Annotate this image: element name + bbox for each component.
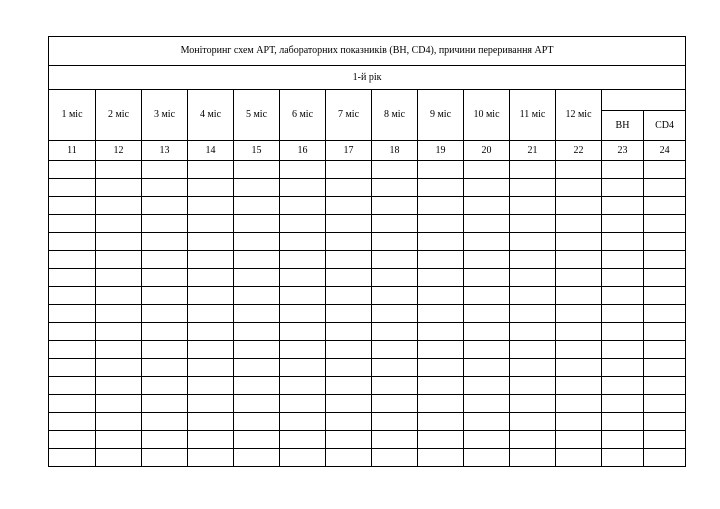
table-cell[interactable]	[464, 197, 510, 215]
table-cell[interactable]	[280, 197, 326, 215]
table-cell[interactable]	[464, 377, 510, 395]
table-cell[interactable]	[188, 305, 234, 323]
table-cell[interactable]	[96, 359, 142, 377]
table-cell[interactable]	[602, 431, 644, 449]
table-cell[interactable]	[556, 413, 602, 431]
table-cell[interactable]	[510, 287, 556, 305]
table-cell[interactable]	[142, 179, 188, 197]
lab-header-spacer	[602, 90, 686, 111]
table-cell[interactable]	[188, 215, 234, 233]
table-cell[interactable]	[556, 395, 602, 413]
month-header: 2 міс	[96, 90, 142, 141]
column-number: 13	[142, 141, 188, 161]
table-cell[interactable]	[602, 395, 644, 413]
column-number: 19	[418, 141, 464, 161]
table-cell[interactable]	[556, 197, 602, 215]
column-number: 18	[372, 141, 418, 161]
table-cell[interactable]	[510, 305, 556, 323]
table-cell[interactable]	[372, 323, 418, 341]
table-cell[interactable]	[644, 233, 686, 251]
table-cell[interactable]	[464, 179, 510, 197]
table-cell[interactable]	[96, 377, 142, 395]
table-cell[interactable]	[464, 431, 510, 449]
table-cell[interactable]	[372, 215, 418, 233]
column-number: 16	[280, 141, 326, 161]
table-cell[interactable]	[280, 431, 326, 449]
month-header: 11 міс	[510, 90, 556, 141]
table-cell[interactable]	[418, 161, 464, 179]
table-cell[interactable]	[556, 233, 602, 251]
table-cell[interactable]	[234, 251, 280, 269]
table-cell[interactable]	[418, 323, 464, 341]
table-cell[interactable]	[49, 323, 96, 341]
table-cell[interactable]	[326, 305, 372, 323]
table-cell[interactable]	[142, 287, 188, 305]
table-cell[interactable]	[510, 215, 556, 233]
table-cell[interactable]	[510, 359, 556, 377]
table-cell[interactable]	[96, 341, 142, 359]
table-cell[interactable]	[49, 269, 96, 287]
table-cell[interactable]	[556, 449, 602, 467]
table-cell[interactable]	[418, 251, 464, 269]
table-cell[interactable]	[188, 161, 234, 179]
table-cell[interactable]	[96, 215, 142, 233]
table-cell[interactable]	[602, 197, 644, 215]
table-cell[interactable]	[372, 431, 418, 449]
table-cell[interactable]	[602, 161, 644, 179]
table-cell[interactable]	[510, 269, 556, 287]
table-row	[49, 287, 686, 305]
table-cell[interactable]	[280, 233, 326, 251]
table-cell[interactable]	[556, 179, 602, 197]
month-header: 6 міс	[280, 90, 326, 141]
table-cell[interactable]	[96, 233, 142, 251]
table-cell[interactable]	[280, 179, 326, 197]
month-header: 9 міс	[418, 90, 464, 141]
table-cell[interactable]	[510, 161, 556, 179]
table-cell[interactable]	[49, 305, 96, 323]
table-row	[49, 215, 686, 233]
table-cell[interactable]	[96, 269, 142, 287]
table-cell[interactable]	[644, 431, 686, 449]
table-cell[interactable]	[188, 413, 234, 431]
table-cell[interactable]	[326, 359, 372, 377]
table-cell[interactable]	[142, 377, 188, 395]
table-cell[interactable]	[188, 323, 234, 341]
table-cell[interactable]	[234, 179, 280, 197]
table-cell[interactable]	[280, 251, 326, 269]
table-cell[interactable]	[188, 197, 234, 215]
table-cell[interactable]	[142, 395, 188, 413]
table-cell[interactable]	[96, 413, 142, 431]
table-cell[interactable]	[510, 197, 556, 215]
table-cell[interactable]	[326, 197, 372, 215]
table-cell[interactable]	[188, 179, 234, 197]
table-cell[interactable]	[510, 251, 556, 269]
table-cell[interactable]	[556, 251, 602, 269]
table-cell[interactable]	[602, 359, 644, 377]
table-cell[interactable]	[142, 269, 188, 287]
art-monitoring-table	[48, 36, 686, 467]
lab-header-cd4: CD4	[644, 111, 686, 141]
table-cell[interactable]	[49, 197, 96, 215]
table-cell[interactable]	[556, 431, 602, 449]
table-cell[interactable]	[602, 251, 644, 269]
table-cell[interactable]	[556, 305, 602, 323]
table-cell[interactable]	[372, 251, 418, 269]
table-cell[interactable]	[280, 341, 326, 359]
month-header: 5 міс	[234, 90, 280, 141]
table-cell[interactable]	[326, 161, 372, 179]
table-cell[interactable]	[644, 215, 686, 233]
table-cell[interactable]	[234, 269, 280, 287]
table-cell[interactable]	[142, 323, 188, 341]
column-number-row	[49, 141, 686, 161]
table-cell[interactable]	[49, 161, 96, 179]
year-header-row	[49, 66, 686, 90]
table-cell[interactable]	[372, 161, 418, 179]
table-cell[interactable]	[142, 431, 188, 449]
table-cell[interactable]	[188, 395, 234, 413]
table-row	[49, 449, 686, 467]
table-cell[interactable]	[418, 179, 464, 197]
table-cell[interactable]	[418, 395, 464, 413]
table-cell[interactable]	[96, 251, 142, 269]
table-cell[interactable]	[418, 269, 464, 287]
table-row	[49, 161, 686, 179]
table-cell[interactable]	[280, 413, 326, 431]
table-cell[interactable]	[188, 449, 234, 467]
table-cell[interactable]	[510, 413, 556, 431]
table-cell[interactable]	[418, 449, 464, 467]
table-cell[interactable]	[556, 359, 602, 377]
table-cell[interactable]	[418, 287, 464, 305]
table-cell[interactable]	[49, 287, 96, 305]
table-cell[interactable]	[326, 287, 372, 305]
table-cell[interactable]	[464, 287, 510, 305]
column-number: 15	[234, 141, 280, 161]
table-cell[interactable]	[464, 215, 510, 233]
table-cell[interactable]	[96, 449, 142, 467]
table-cell[interactable]	[644, 269, 686, 287]
table-cell[interactable]	[510, 233, 556, 251]
table-cell[interactable]	[280, 377, 326, 395]
table-cell[interactable]	[464, 251, 510, 269]
table-cell[interactable]	[234, 233, 280, 251]
table-cell[interactable]	[556, 161, 602, 179]
table-cell[interactable]	[372, 395, 418, 413]
table-cell[interactable]	[49, 233, 96, 251]
month-header: 4 міс	[188, 90, 234, 141]
table-cell[interactable]	[188, 251, 234, 269]
table-row	[49, 377, 686, 395]
table-cell[interactable]	[464, 395, 510, 413]
table-cell[interactable]	[602, 233, 644, 251]
table-cell[interactable]	[49, 449, 96, 467]
table-cell[interactable]	[510, 449, 556, 467]
year-label: 1-й рік	[49, 66, 686, 90]
table-cell[interactable]	[556, 215, 602, 233]
table-cell[interactable]	[96, 305, 142, 323]
table-cell[interactable]	[142, 251, 188, 269]
table-cell[interactable]	[234, 377, 280, 395]
table-cell[interactable]	[644, 413, 686, 431]
table-cell[interactable]	[326, 431, 372, 449]
table-cell[interactable]	[142, 449, 188, 467]
table-cell[interactable]	[326, 269, 372, 287]
table-cell[interactable]	[602, 287, 644, 305]
table-cell[interactable]	[49, 359, 96, 377]
table-cell[interactable]	[372, 341, 418, 359]
table-cell[interactable]	[280, 323, 326, 341]
table-cell[interactable]	[234, 161, 280, 179]
table-cell[interactable]	[510, 341, 556, 359]
table-cell[interactable]	[418, 305, 464, 323]
table-cell[interactable]	[644, 341, 686, 359]
table-cell[interactable]	[418, 431, 464, 449]
table-cell[interactable]	[280, 395, 326, 413]
table-cell[interactable]	[49, 395, 96, 413]
table-cell[interactable]	[326, 215, 372, 233]
table-cell[interactable]	[418, 377, 464, 395]
table-cell[interactable]	[96, 431, 142, 449]
table-cell[interactable]	[326, 251, 372, 269]
table-cell[interactable]	[556, 377, 602, 395]
table-row	[49, 431, 686, 449]
table-cell[interactable]	[602, 305, 644, 323]
table-cell[interactable]	[234, 215, 280, 233]
month-header: 3 міс	[142, 90, 188, 141]
table-cell[interactable]	[418, 197, 464, 215]
table-cell[interactable]	[602, 449, 644, 467]
column-number: 17	[326, 141, 372, 161]
table-cell[interactable]	[280, 359, 326, 377]
table-cell[interactable]	[644, 161, 686, 179]
table-cell[interactable]	[234, 341, 280, 359]
month-header: 7 міс	[326, 90, 372, 141]
month-header: 12 міс	[556, 90, 602, 141]
table-row	[49, 179, 686, 197]
table-cell[interactable]	[418, 341, 464, 359]
table-cell[interactable]	[464, 323, 510, 341]
table-cell[interactable]	[644, 395, 686, 413]
table-cell[interactable]	[372, 269, 418, 287]
table-cell[interactable]	[142, 359, 188, 377]
table-cell[interactable]	[188, 287, 234, 305]
table-cell[interactable]	[372, 359, 418, 377]
table-cell[interactable]	[142, 305, 188, 323]
column-number: 12	[96, 141, 142, 161]
table-cell[interactable]	[49, 251, 96, 269]
table-cell[interactable]	[188, 431, 234, 449]
table-cell[interactable]	[234, 449, 280, 467]
table-row	[49, 323, 686, 341]
table-cell[interactable]	[464, 341, 510, 359]
column-number: 24	[644, 141, 686, 161]
art-monitoring-form	[48, 36, 685, 467]
table-cell[interactable]	[49, 179, 96, 197]
table-cell[interactable]	[464, 413, 510, 431]
table-cell[interactable]	[96, 161, 142, 179]
table-cell[interactable]	[326, 395, 372, 413]
table-cell[interactable]	[49, 215, 96, 233]
table-cell[interactable]	[372, 377, 418, 395]
table-cell[interactable]	[234, 359, 280, 377]
table-cell[interactable]	[418, 413, 464, 431]
table-cell[interactable]	[326, 377, 372, 395]
table-cell[interactable]	[644, 305, 686, 323]
column-number: 21	[510, 141, 556, 161]
column-number: 14	[188, 141, 234, 161]
table-cell[interactable]	[372, 233, 418, 251]
table-row	[49, 197, 686, 215]
table-row	[49, 413, 686, 431]
month-header: 1 міс	[49, 90, 96, 141]
table-row	[49, 269, 686, 287]
month-header-row	[49, 90, 686, 111]
table-cell[interactable]	[234, 323, 280, 341]
table-cell[interactable]	[49, 413, 96, 431]
table-cell[interactable]	[418, 233, 464, 251]
month-header: 8 міс	[372, 90, 418, 141]
table-cell[interactable]	[644, 359, 686, 377]
table-cell[interactable]	[234, 305, 280, 323]
table-cell[interactable]	[188, 359, 234, 377]
table-cell[interactable]	[280, 215, 326, 233]
table-cell[interactable]	[644, 251, 686, 269]
table-cell[interactable]	[602, 215, 644, 233]
table-cell[interactable]	[556, 323, 602, 341]
table-cell[interactable]	[602, 179, 644, 197]
table-cell[interactable]	[96, 179, 142, 197]
table-cell[interactable]	[280, 161, 326, 179]
column-number: 11	[49, 141, 96, 161]
table-cell[interactable]	[326, 341, 372, 359]
table-cell[interactable]	[142, 197, 188, 215]
column-number: 23	[602, 141, 644, 161]
table-cell[interactable]	[234, 431, 280, 449]
table-cell[interactable]	[644, 377, 686, 395]
table-cell[interactable]	[464, 233, 510, 251]
table-cell[interactable]	[280, 287, 326, 305]
table-cell[interactable]	[464, 161, 510, 179]
column-number: 20	[464, 141, 510, 161]
table-cell[interactable]	[49, 431, 96, 449]
table-cell[interactable]	[464, 449, 510, 467]
table-cell[interactable]	[326, 233, 372, 251]
table-cell[interactable]	[96, 323, 142, 341]
table-cell[interactable]	[234, 197, 280, 215]
table-cell[interactable]	[234, 413, 280, 431]
table-cell[interactable]	[188, 341, 234, 359]
table-cell[interactable]	[49, 341, 96, 359]
table-cell[interactable]	[644, 449, 686, 467]
column-number: 22	[556, 141, 602, 161]
table-row	[49, 359, 686, 377]
table-cell[interactable]	[234, 287, 280, 305]
table-cell[interactable]	[644, 287, 686, 305]
table-cell[interactable]	[372, 179, 418, 197]
table-cell[interactable]	[556, 341, 602, 359]
table-row	[49, 341, 686, 359]
table-cell[interactable]	[510, 377, 556, 395]
table-cell[interactable]	[602, 413, 644, 431]
table-cell[interactable]	[372, 413, 418, 431]
table-cell[interactable]	[602, 341, 644, 359]
table-cell[interactable]	[142, 233, 188, 251]
table-cell[interactable]	[188, 269, 234, 287]
table-title: Моніторинг схем АРТ, лабораторних показників (ВН, CD4), причини переривання АРТ	[49, 37, 686, 66]
table-cell[interactable]	[142, 413, 188, 431]
table-cell[interactable]	[188, 377, 234, 395]
table-cell[interactable]	[644, 197, 686, 215]
table-cell[interactable]	[644, 323, 686, 341]
table-cell[interactable]	[602, 377, 644, 395]
table-title-row	[49, 37, 686, 66]
table-cell[interactable]	[510, 323, 556, 341]
table-cell[interactable]	[602, 269, 644, 287]
table-cell[interactable]	[510, 395, 556, 413]
table-cell[interactable]	[372, 287, 418, 305]
table-cell[interactable]	[49, 377, 96, 395]
table-cell[interactable]	[372, 197, 418, 215]
table-cell[interactable]	[188, 233, 234, 251]
table-cell[interactable]	[326, 323, 372, 341]
table-cell[interactable]	[372, 305, 418, 323]
table-cell[interactable]	[418, 215, 464, 233]
table-cell[interactable]	[142, 161, 188, 179]
table-cell[interactable]	[280, 269, 326, 287]
table-cell[interactable]	[602, 323, 644, 341]
lab-header-vn: ВН	[602, 111, 644, 141]
table-cell[interactable]	[464, 305, 510, 323]
table-cell[interactable]	[234, 395, 280, 413]
table-cell[interactable]	[96, 197, 142, 215]
table-cell[interactable]	[556, 287, 602, 305]
table-cell[interactable]	[96, 395, 142, 413]
month-header: 10 міс	[464, 90, 510, 141]
table-cell[interactable]	[644, 179, 686, 197]
table-cell[interactable]	[510, 431, 556, 449]
table-cell[interactable]	[464, 359, 510, 377]
table-cell[interactable]	[510, 179, 556, 197]
table-row	[49, 305, 686, 323]
table-cell[interactable]	[326, 449, 372, 467]
table-cell[interactable]	[142, 341, 188, 359]
table-row	[49, 395, 686, 413]
table-cell[interactable]	[372, 449, 418, 467]
table-cell[interactable]	[280, 449, 326, 467]
table-cell[interactable]	[142, 215, 188, 233]
table-row	[49, 233, 686, 251]
table-cell[interactable]	[556, 269, 602, 287]
table-cell[interactable]	[464, 269, 510, 287]
table-cell[interactable]	[280, 305, 326, 323]
table-cell[interactable]	[326, 413, 372, 431]
table-cell[interactable]	[96, 287, 142, 305]
table-cell[interactable]	[418, 359, 464, 377]
table-cell[interactable]	[326, 179, 372, 197]
table-row	[49, 251, 686, 269]
